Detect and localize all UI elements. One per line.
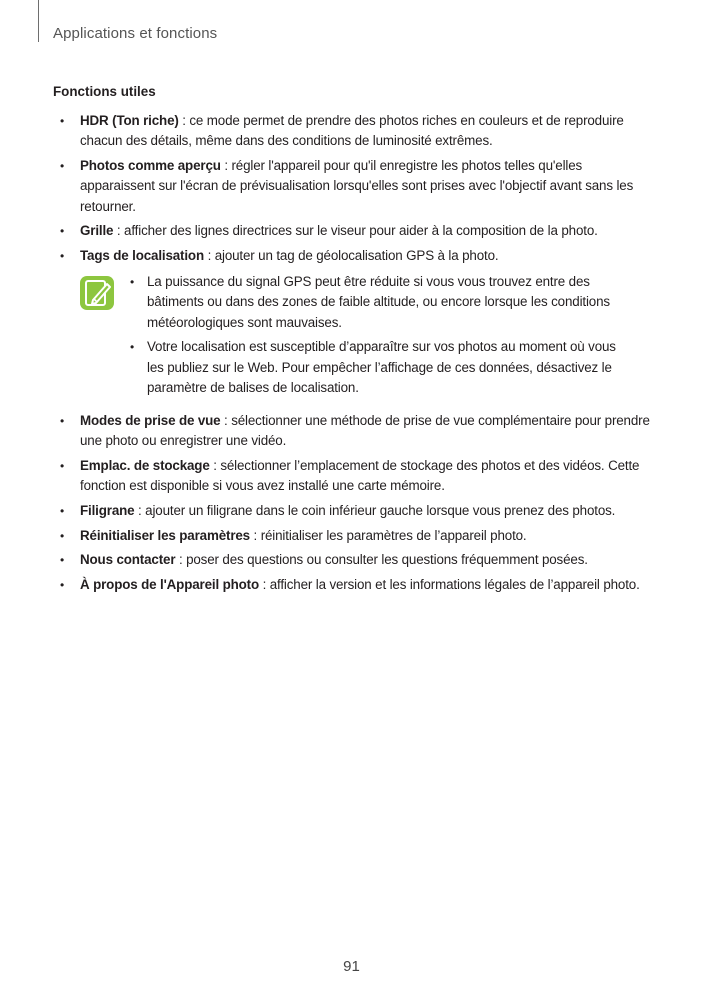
item-term: Photos comme aperçu (80, 157, 221, 173)
bullet: • (60, 114, 65, 128)
bullet: • (60, 528, 65, 543)
list-item-modes-prise-de-vue (53, 411, 653, 452)
bullet: • (60, 158, 65, 173)
page-number: 91 (343, 958, 360, 975)
item-term: Emplac. de stockage (80, 457, 210, 473)
item-text: : sélectionner une méthode de prise de vue complémentaire pour prendre une photo ou enregistrer une vidéo. (80, 413, 650, 449)
section-title: Fonctions utiles (53, 84, 156, 99)
list-item-tags-localisation (53, 246, 653, 266)
list-item-a-propos (53, 575, 653, 595)
bullet: • (130, 275, 135, 289)
options-list-bottom (53, 411, 653, 600)
item-text: : afficher la version et les informations légales de l’appareil photo. (259, 577, 640, 593)
note-text: Votre localisation est susceptible d’apparaître sur vos photos au moment où vous les publiez sur le Web. Pour empêcher l’affichage de ces données, désactivez le paramètre de balises de localisation. (147, 339, 616, 395)
note-item-gps-signal (126, 272, 636, 333)
bullet: • (60, 458, 65, 473)
page-header-title: Applications et fonctions (53, 25, 218, 42)
item-term: Grille (80, 223, 114, 239)
list-item-hdr (53, 111, 653, 152)
list-item-photos-comme-apercu (53, 156, 653, 217)
note-item-location-privacy (126, 337, 636, 398)
item-text: : afficher des lignes directrices sur le viseur pour aider à la composition de la photo. (113, 223, 598, 239)
item-text: : sélectionner l’emplacement de stockage des photos et des vidéos. Cette fonction est disponible si vous avez installé une carte mémoire. (80, 457, 640, 494)
item-term: À propos de l'Appareil photo (80, 577, 260, 593)
list-item-filigrane (53, 501, 653, 521)
note-pencil-icon (80, 276, 114, 310)
item-text: : ajouter un tag de géolocalisation GPS à la photo. (204, 247, 499, 263)
item-term: Réinitialiser les paramètres (80, 527, 250, 543)
item-text: : ce mode permet de prendre des photos riches en couleurs et de reproduire chacun des détails, même dans des conditions de luminosité extrêmes. (80, 113, 624, 149)
note-text: La puissance du signal GPS peut être réduite si vous vous trouvez entre des bâtiments ou dans des zones de faible altitude, ou encore lorsque les conditions météorologiques sont mauvaises. (147, 274, 610, 330)
header-divider (38, 0, 39, 42)
list-item-grille (53, 221, 653, 241)
item-term: Filigrane (80, 502, 135, 518)
item-term: Nous contacter (80, 552, 176, 568)
list-item-emplac-stockage (53, 456, 653, 497)
bullet: • (60, 578, 65, 593)
options-list-top (53, 111, 653, 271)
bullet: • (130, 340, 135, 355)
list-item-reinitialiser (53, 526, 653, 546)
item-text: : régler l'appareil pour qu'il enregistre les photos telles qu'elles apparaissent sur l'écran de prévisualisation lorsqu'elles sont prises avec l'objectif avant sans les retourner. (80, 157, 634, 214)
bullet: • (60, 503, 65, 518)
note-box (80, 272, 640, 402)
item-term: Tags de localisation (80, 247, 204, 263)
bullet: • (60, 224, 65, 239)
item-term: Modes de prise de vue (80, 413, 221, 428)
list-item-nous-contacter (53, 550, 653, 570)
bullet: • (60, 414, 65, 428)
item-text: : poser des questions ou consulter les questions fréquemment posées. (175, 552, 588, 568)
item-text: : réinitialiser les paramètres de l’appareil photo. (249, 527, 527, 543)
bullet: • (60, 553, 65, 568)
item-term: HDR (Ton riche) (80, 113, 179, 128)
note-list (126, 272, 636, 403)
bullet: • (60, 248, 65, 263)
item-text: : ajouter un filigrane dans le coin inférieur gauche lorsque vous prenez des photos. (134, 502, 616, 518)
